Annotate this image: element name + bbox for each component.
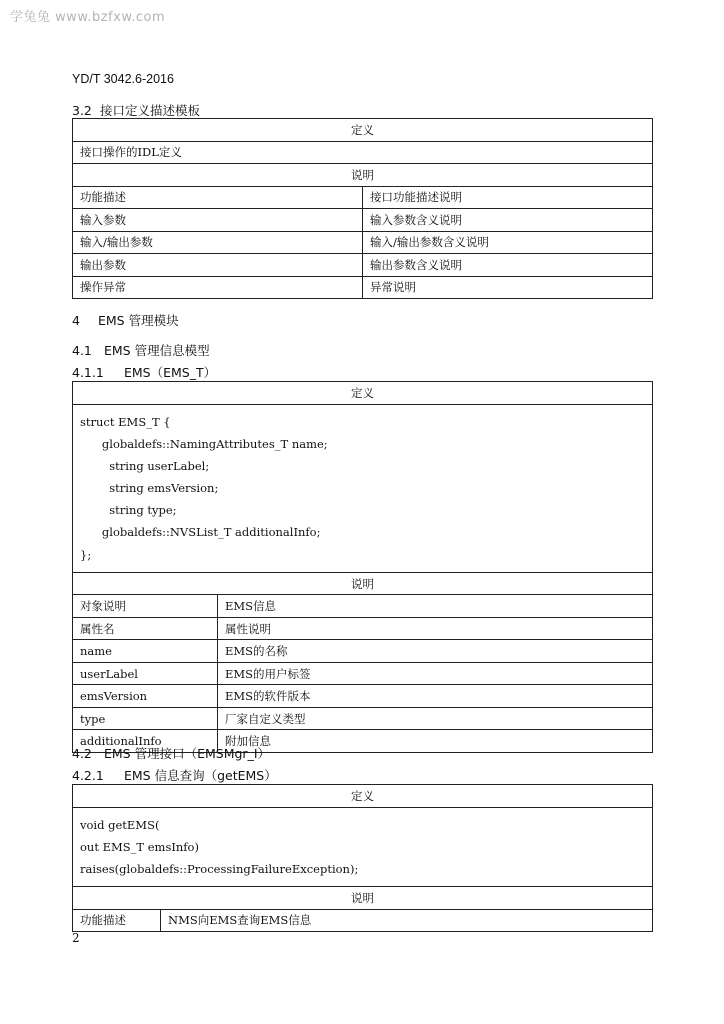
field-name: type: [73, 707, 218, 730]
definition-header: 定义: [73, 785, 653, 808]
code-line: raises(globaldefs::ProcessingFailureException);: [80, 861, 359, 876]
table-row: [73, 685, 653, 708]
field-name: emsVersion: [73, 685, 218, 708]
ems-struct-table: [72, 381, 653, 753]
heading-title: EMS 管理模块: [98, 313, 179, 328]
definition-header: 定义: [73, 119, 653, 142]
field-description: 属性说明: [218, 617, 653, 640]
heading-number: 4: [72, 313, 80, 328]
field-name: additionalInfo: [73, 730, 218, 753]
heading-number: 3.2: [72, 103, 92, 118]
code-line: out EMS_T emsInfo): [80, 839, 199, 854]
field-description: EMS信息: [218, 595, 653, 618]
field-name: 输入参数: [73, 209, 363, 232]
description-header: 说明: [73, 164, 653, 187]
field-description: 输入参数含义说明: [363, 209, 653, 232]
heading-number: 4.1: [72, 343, 92, 358]
heading-title: 接口定义描述模板: [100, 103, 201, 118]
field-name: 属性名: [73, 617, 218, 640]
table-row: [73, 595, 653, 618]
heading-4-1: [72, 341, 210, 359]
idl-definition: [73, 807, 653, 887]
code-line: string userLabel;: [80, 458, 210, 473]
field-name: 对象说明: [73, 595, 218, 618]
table-row: [73, 640, 653, 663]
field-description: EMS的用户标签: [218, 662, 653, 685]
description-header: 说明: [73, 887, 653, 910]
heading-4: [72, 311, 179, 329]
field-description: 附加信息: [218, 730, 653, 753]
heading-title: EMS（EMS_T）: [124, 365, 217, 380]
template-table: [72, 118, 653, 299]
description-header: 说明: [73, 572, 653, 595]
code-line: string type;: [80, 503, 177, 518]
idl-definition: [73, 404, 653, 572]
field-name: 输入/输出参数: [73, 231, 363, 254]
field-name: 输出参数: [73, 254, 363, 277]
page-number: 2: [72, 931, 80, 945]
getems-table: [72, 784, 653, 932]
heading-number: 4.1.1: [72, 365, 104, 380]
code-line: void getEMS(: [80, 817, 160, 832]
document-id: YD/T 3042.6-2016: [72, 72, 174, 86]
code-line: string emsVersion;: [80, 481, 219, 496]
field-name: 功能描述: [73, 909, 161, 932]
table-row: [73, 909, 653, 932]
field-description: 异常说明: [363, 276, 653, 299]
field-description: 厂家自定义类型: [218, 707, 653, 730]
field-description: EMS的名称: [218, 640, 653, 663]
table-row: [73, 617, 653, 640]
field-description: EMS的软件版本: [218, 685, 653, 708]
table-row: [73, 707, 653, 730]
field-name: name: [73, 640, 218, 663]
definition-header: 定义: [73, 382, 653, 405]
table-row: [73, 186, 653, 209]
code-line: };: [80, 547, 92, 562]
table-row: [73, 231, 653, 254]
code-line: globaldefs::NamingAttributes_T name;: [80, 436, 328, 451]
heading-number: 4.2: [72, 746, 92, 761]
field-name: userLabel: [73, 662, 218, 685]
heading-3-2: [72, 101, 200, 119]
heading-title: EMS 信息查询（getEMS）: [124, 768, 277, 783]
table-row: [73, 276, 653, 299]
table-row: [73, 209, 653, 232]
table-row: [73, 254, 653, 277]
heading-title: EMS 管理信息模型: [104, 343, 210, 358]
code-line: struct EMS_T {: [80, 414, 171, 429]
field-description: NMS向EMS查询EMS信息: [161, 909, 653, 932]
field-description: 输出参数含义说明: [363, 254, 653, 277]
heading-4-2: [72, 744, 270, 762]
heading-4-2-1: [72, 766, 277, 784]
field-description: 接口功能描述说明: [363, 186, 653, 209]
code-line: globaldefs::NVSList_T additionalInfo;: [80, 525, 321, 540]
heading-4-1-1: [72, 363, 216, 381]
field-description: 输入/输出参数含义说明: [363, 231, 653, 254]
heading-number: 4.2.1: [72, 768, 104, 783]
heading-title: EMS 管理接口（EMSMgr_I）: [104, 746, 271, 761]
table-row: [73, 662, 653, 685]
field-name: 功能描述: [73, 186, 363, 209]
watermark: 学兔兔 www.bzfxw.com: [10, 10, 166, 25]
field-name: 操作异常: [73, 276, 363, 299]
definition-row: 接口操作的IDL定义: [73, 141, 653, 164]
